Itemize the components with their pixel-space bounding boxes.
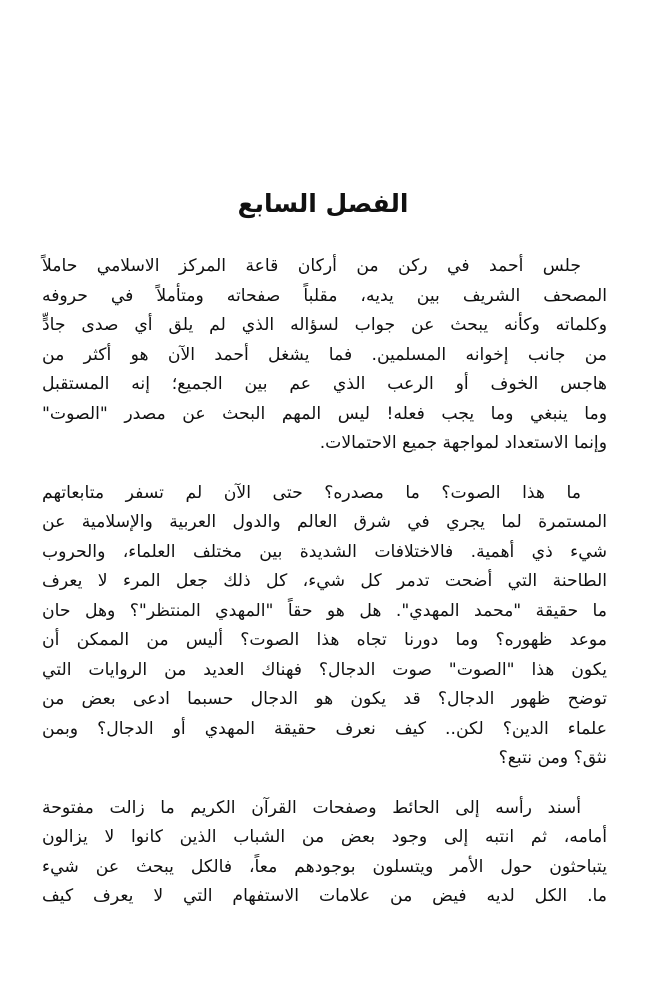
text-line: ما. الكل لديه فيض من علامات الاستفهام التي لا يعرف كيف (42, 886, 607, 906)
text-line: المصحف الشريف بين يديه، مقلباً صفحاته ومتأملاً في حروفه (42, 285, 607, 306)
text-line: توضح ظهور الدجال؟ قد يكون هو الدجال حسبما ادعى بعض من (42, 689, 607, 709)
text-line: وكلماته وكأنه يبحث عن جواب لسؤاله الذي لم يلق أي صدى جادٍّ (42, 315, 607, 335)
paragraph-2 (42, 479, 607, 774)
text-line: أسند رأسه إلى الحائط وصفحات القرآن الكريم ما زالت مفتوحة (42, 797, 581, 818)
paragraph-1 (42, 252, 607, 459)
chapter-body (42, 252, 607, 912)
text-line: موعد ظهوره؟ وما دورنا تجاه هذا الصوت؟ أليس من الممكن أن (42, 630, 607, 650)
text-line: أمامه، ثم انتبه إلى وجود بعض من الشباب الذين كانوا لا يزالون (42, 827, 607, 847)
text-line: يكون هذا "الصوت" صوت الدجال؟ فهناك العديد من الروايات التي (42, 659, 607, 680)
text-line: هاجس الخوف أو الرعب الذي عم بين الجميع؛ إنه المستقبل (42, 374, 607, 394)
text-line: ما حقيقة "محمد المهدي". هل هو حقاً "المهدي المنتظر"؟ وهل حان (42, 600, 607, 621)
text-line: يتباحثون حول الأمر ويتسلون بوجودهم معاً، فالكل يبحث عن شيء (42, 856, 607, 877)
text-line: جلس أحمد في ركن من أركان قاعة المركز الاسلامي حاملاً (42, 256, 581, 276)
text-line: المستمرة لما يجري في شرق العالم والدول العربية والإسلامية عن (42, 512, 607, 532)
text-line: الطاحنة التي أضحت تدمر كل شيء، كل ذلك جعل المرء لا يعرف (42, 571, 607, 591)
text-line: وإنما الاستعداد لمواجهة جميع الاحتمالات. (319, 433, 607, 453)
text-line: شيء ذي أهمية. فالاختلافات الشديدة بين مختلف العلماء، والحروب (42, 541, 607, 562)
text-line: من جانب إخوانه المسلمين. فما يشغل أحمد الآن هو أكثر من (42, 344, 607, 365)
text-line: علماء الدين؟ لكن.. كيف نعرف حقيقة المهدي أو الدجال؟ وبمن (42, 718, 607, 739)
text-line: ما هذا الصوت؟ ما مصدره؟ حتى الآن لم تسفر متابعاتهم (42, 482, 581, 503)
text-line: نثق؟ ومن نتبع؟ (498, 748, 607, 768)
chapter-title: الفصل السابع (237, 189, 409, 218)
text-line: وما ينبغي وما يجب فعله! ليس المهم البحث عن مصدر "الصوت" (42, 403, 607, 424)
paragraph-3 (42, 794, 607, 912)
